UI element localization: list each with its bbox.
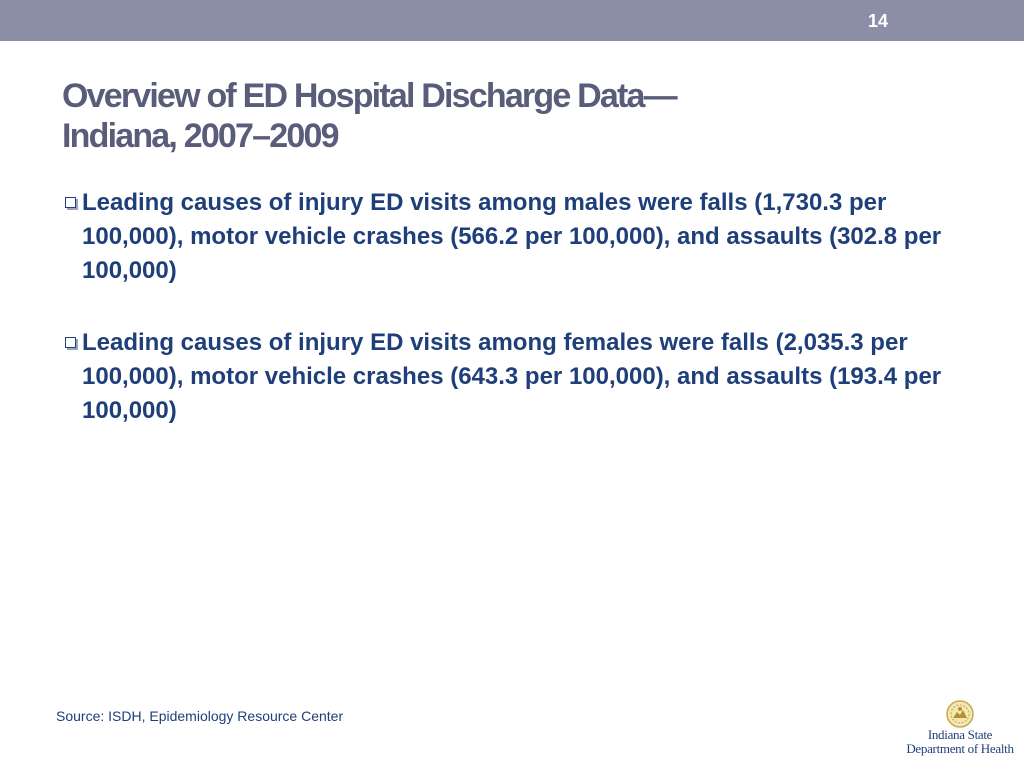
slide-number: 14	[867, 11, 888, 31]
bullet-item	[62, 186, 962, 288]
isdh-logo	[902, 700, 1018, 760]
bullet-text: Leading causes of injury ED visits among males were falls (1,730.3 per 100,000), motor vehicle crashes (566.2 per 100,000), and assaults (302.8 per 100,000)	[82, 189, 942, 284]
bullet-text: Leading causes of injury ED visits among females were falls (2,035.3 per 100,000), motor vehicle crashes (643.3 per 100,000), and assaults (193.4 per 100,000)	[82, 329, 942, 424]
checkbox-bullet-icon	[65, 197, 76, 208]
slide-title-line-2: Indiana, 2007–2009	[62, 117, 338, 155]
header-bar	[0, 0, 1024, 41]
slide-title-line-1: Overview of ED Hospital Discharge Data—	[62, 77, 676, 115]
bullet-item	[62, 326, 962, 428]
state-seal-icon	[946, 700, 974, 728]
logo-text-line-2: Department of Health	[906, 741, 1014, 756]
checkbox-bullet-icon	[65, 337, 76, 348]
logo-text-line-1: Indiana State	[927, 727, 993, 742]
slide-title	[62, 76, 962, 156]
bullet-list	[62, 186, 962, 466]
source-note: Source: ISDH, Epidemiology Resource Center	[56, 708, 344, 724]
